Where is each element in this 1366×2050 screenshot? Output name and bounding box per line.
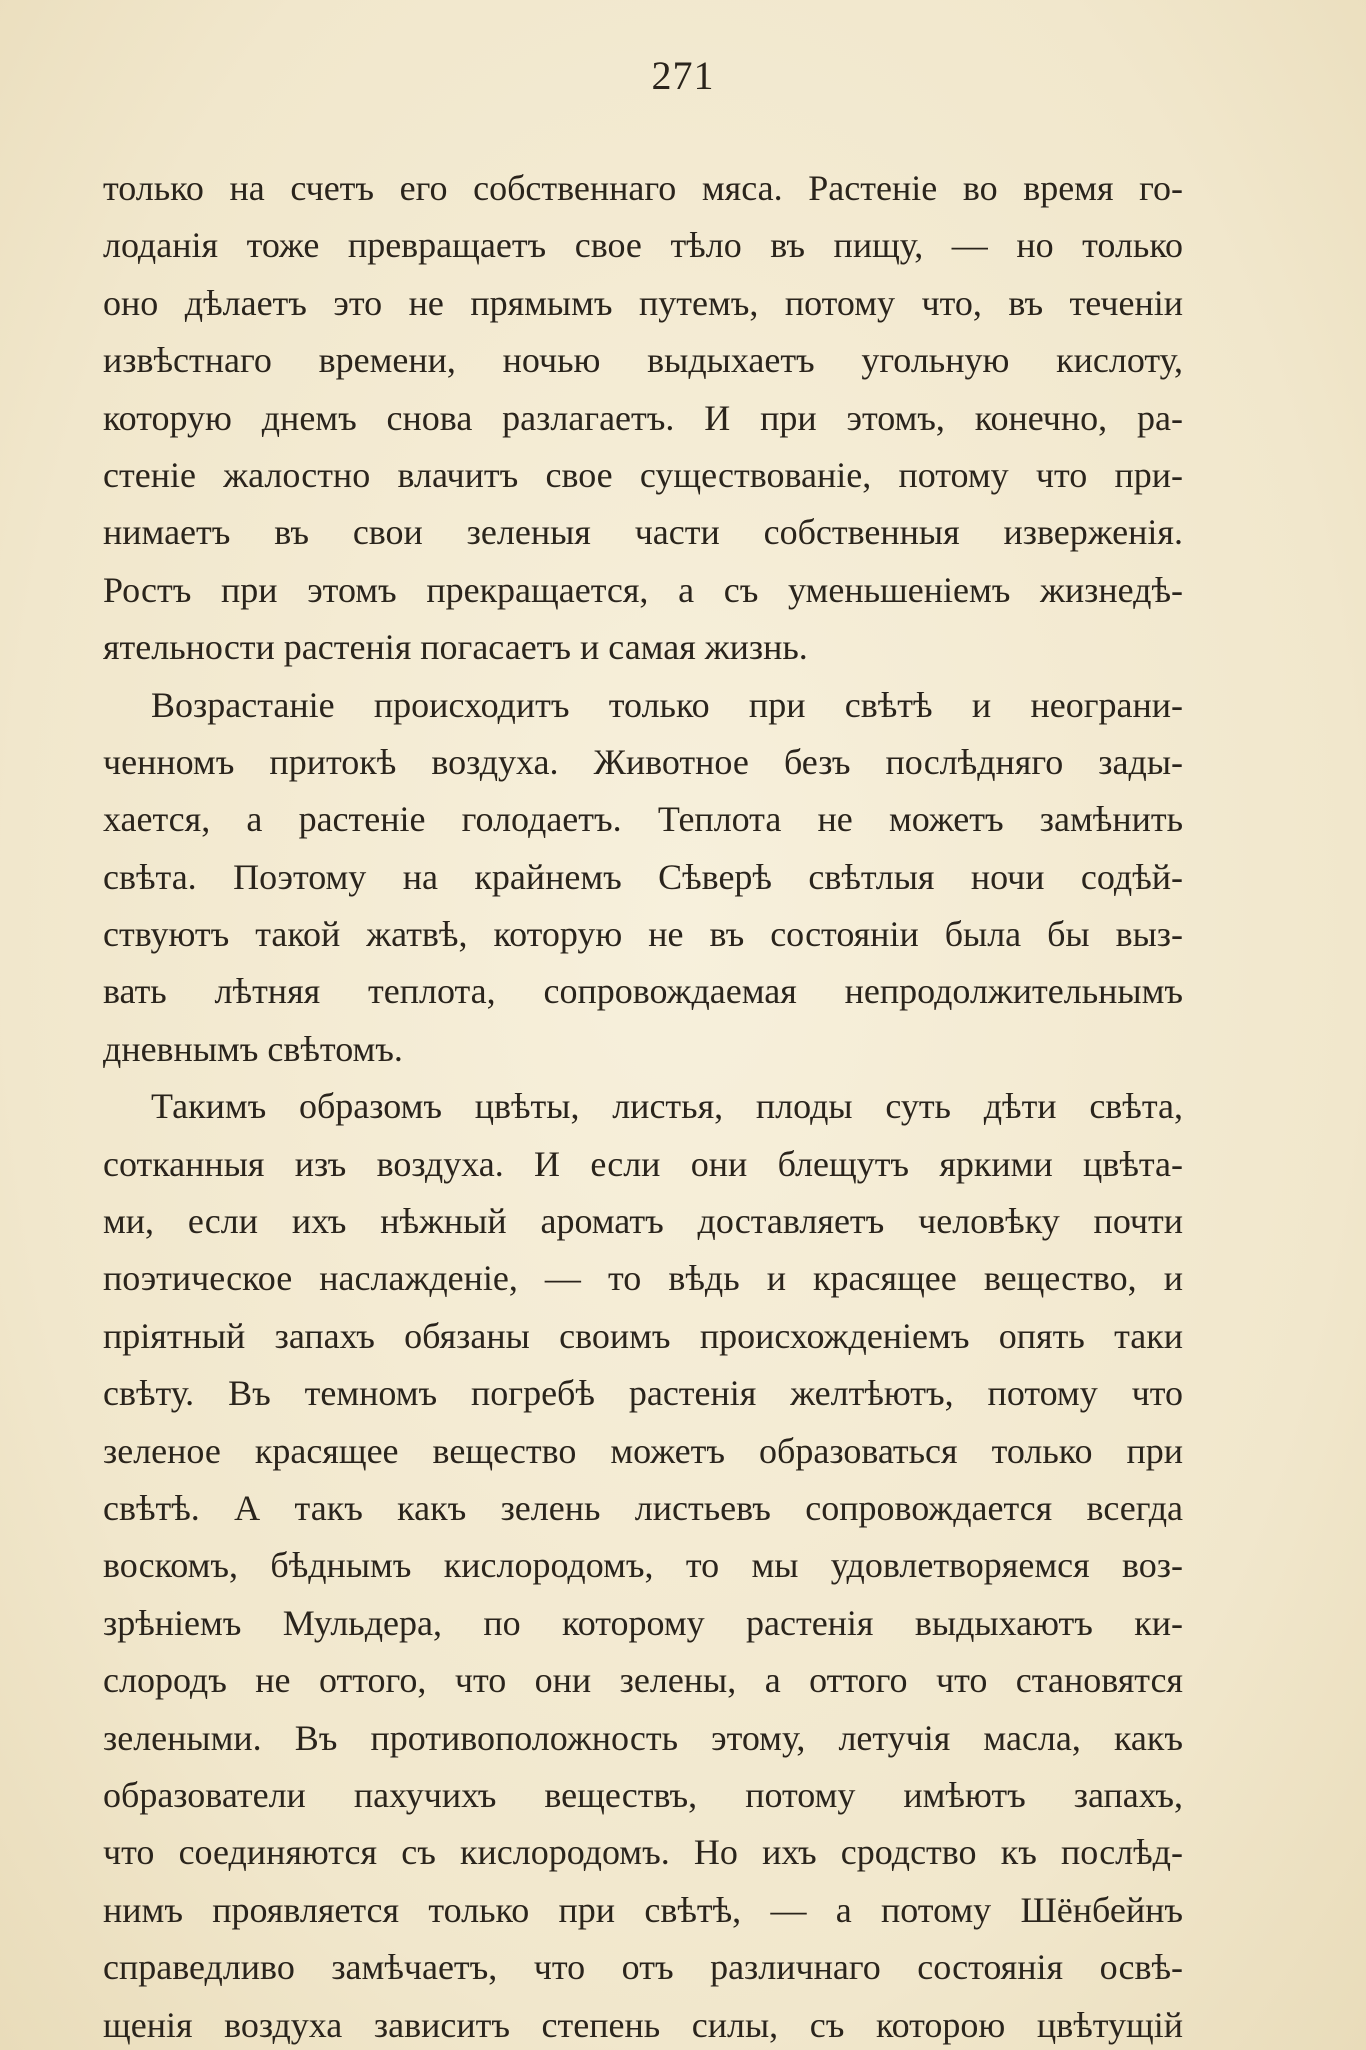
paragraph-1 — [103, 160, 1183, 677]
text-line: вать лѣтняя теплота, сопровождаемая непродолжительнымъ — [103, 971, 1183, 1012]
text-line: ми, если ихъ нѣжный ароматъ доставляетъ человѣку почти — [103, 1201, 1183, 1242]
text-line: образователи пахучихъ веществъ, потому имѣютъ запахъ, — [103, 1774, 1183, 1815]
text-line: зеленое красящее вещество можетъ образоваться только при — [103, 1430, 1183, 1471]
text-line: нимаетъ въ свои зеленыя части собственныя изверженія. — [103, 512, 1183, 553]
text-line: свѣту. Въ темномъ погребѣ растенія желтѣютъ, потому что — [103, 1373, 1183, 1414]
text-line: Ростъ при этомъ прекращается, а съ уменьшеніемъ жизнедѣ- — [103, 569, 1183, 610]
text-line: ятельности растенія погасаетъ и самая жизнь. — [103, 627, 808, 668]
text-line: слородъ не оттого, что они зелены, а оттого что становятся — [103, 1660, 1183, 1701]
text-line: которую днемъ снова разлагаетъ. И при этомъ, конечно, ра- — [103, 397, 1183, 438]
text-line: зрѣніемъ Мульдера, по которому растенія выдыхаютъ ки- — [103, 1602, 1183, 1643]
text-line: сотканныя изъ воздуха. И если они блещутъ яркими цвѣта- — [103, 1143, 1183, 1184]
text-line: оно дѣлаетъ это не прямымъ путемъ, потому что, въ теченіи — [103, 282, 1183, 323]
text-line: извѣстнаго времени, ночью выдыхаетъ угольную кислоту, — [103, 340, 1183, 381]
text-line: поэтическое наслажденіе, — то вѣдь и красящее вещество, и — [103, 1258, 1183, 1299]
text-line: что соединяются съ кислородомъ. Но ихъ сродство къ послѣд- — [103, 1832, 1183, 1873]
text-line: Такимъ образомъ цвѣты, листья, плоды суть дѣти свѣта, — [151, 1086, 1183, 1127]
text-line: щенія воздуха зависитъ степень силы, съ которою цвѣтущій — [103, 2004, 1183, 2045]
text-line: хается, а растеніе голодаетъ. Теплота не можетъ замѣнить — [103, 799, 1183, 840]
text-line: справедливо замѣчаетъ, что отъ различнаго состоянія освѣ- — [103, 1947, 1183, 1988]
text-line: зелеными. Въ противоположность этому, летучія масла, какъ — [103, 1717, 1183, 1758]
text-line: свѣта. Поэтому на крайнемъ Сѣверѣ свѣтлыя ночи содѣй- — [103, 856, 1183, 897]
text-line: лоданія тоже превращаетъ свое тѣло въ пищу, — но только — [103, 225, 1183, 266]
text-line: нимъ проявляется только при свѣтѣ, — а потому Шёнбейнъ — [103, 1889, 1183, 1930]
body-text — [103, 160, 1183, 2050]
text-line: стеніе жалостно влачитъ свое существованіе, потому что при- — [103, 454, 1183, 495]
text-line: ствуютъ такой жатвѣ, которую не въ состояніи была бы выз- — [103, 914, 1183, 955]
page-number: 271 — [651, 53, 715, 98]
paragraph-3 — [103, 1078, 1183, 2050]
text-line: свѣтѣ. А такъ какъ зелень листьевъ сопровождается всегда — [103, 1487, 1183, 1528]
text-line: пріятный запахъ обязаны своимъ происхожденіемъ опять таки — [103, 1315, 1183, 1356]
text-line: дневнымъ свѣтомъ. — [103, 1028, 403, 1069]
text-line: Возрастаніе происходитъ только при свѣтѣ и неограни- — [151, 684, 1183, 725]
text-line: только на счетъ его собственнаго мяса. Растеніе во время го- — [103, 168, 1183, 208]
text-line: ченномъ притокѣ воздуха. Животное безъ послѣдняго зады- — [103, 741, 1183, 782]
text-line: воскомъ, бѣднымъ кислородомъ, то мы удовлетворяемся воз- — [103, 1545, 1183, 1586]
paragraph-2 — [103, 677, 1183, 1079]
